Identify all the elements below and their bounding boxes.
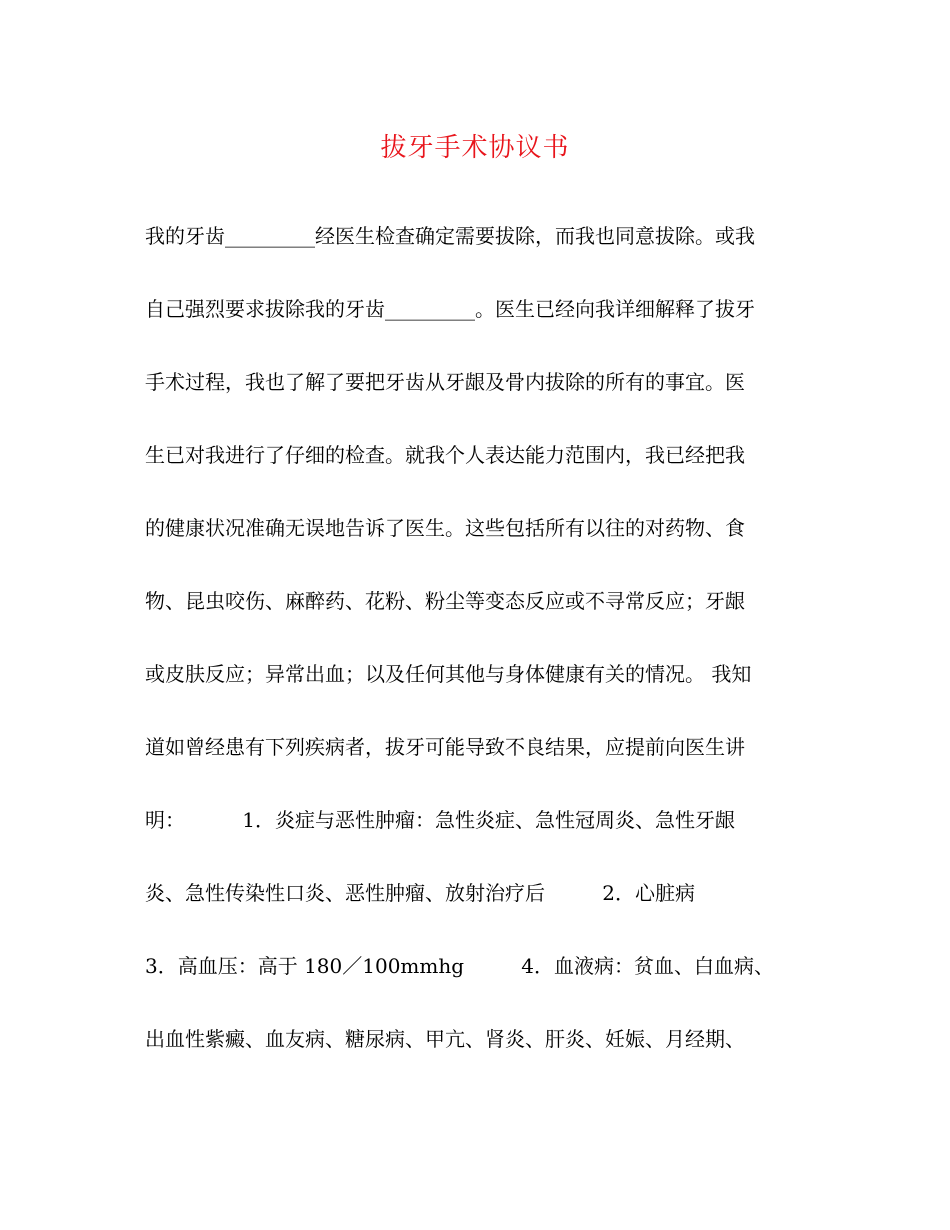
body-line: 明： 1．炎症与恶性肿瘤：急性炎症、急性冠周炎、急性牙龈: [145, 808, 735, 832]
body-line: 自己强烈要求拔除我的牙齿_________。医生已经向我详细解释了拔牙: [145, 297, 755, 321]
body-line: 炎、急性传染性口炎、恶性肿瘤、放射治疗后 2．心脏病: [145, 881, 695, 905]
body-line: 物、昆虫咬伤、麻醉药、花粉、粉尘等变态反应或不寻常反应；牙龈: [145, 589, 745, 613]
document-title: 拔牙手术协议书: [380, 133, 570, 163]
body-line: 我的牙齿_________经医生检查确定需要拔除，而我也同意拔除。或我: [145, 224, 755, 248]
body-line: 出血性紫癜、血友病、糖尿病、甲亢、肾炎、肝炎、妊娠、月经期、: [145, 1027, 745, 1051]
body-line: 生已对我进行了仔细的检查。就我个人表达能力范围内，我已经把我: [145, 443, 745, 467]
body-line: 道如曾经患有下列疾病者，拔牙可能导致不良结果，应提前向医生讲: [145, 735, 745, 759]
body-line: 3．高血压：高于 180／100mmhg 4．血液病：贫血、白血病、: [145, 954, 774, 978]
body-line: 的健康状况准确无误地告诉了医生。这些包括所有以往的对药物、食: [145, 516, 745, 540]
document-body: [145, 216, 810, 1092]
body-line: 或皮肤反应；异常出血；以及任何其他与身体健康有关的情况。 我知: [145, 662, 752, 686]
body-line: 手术过程，我也了解了要把牙齿从牙龈及骨内拔除的所有的事宜。医: [145, 370, 745, 394]
